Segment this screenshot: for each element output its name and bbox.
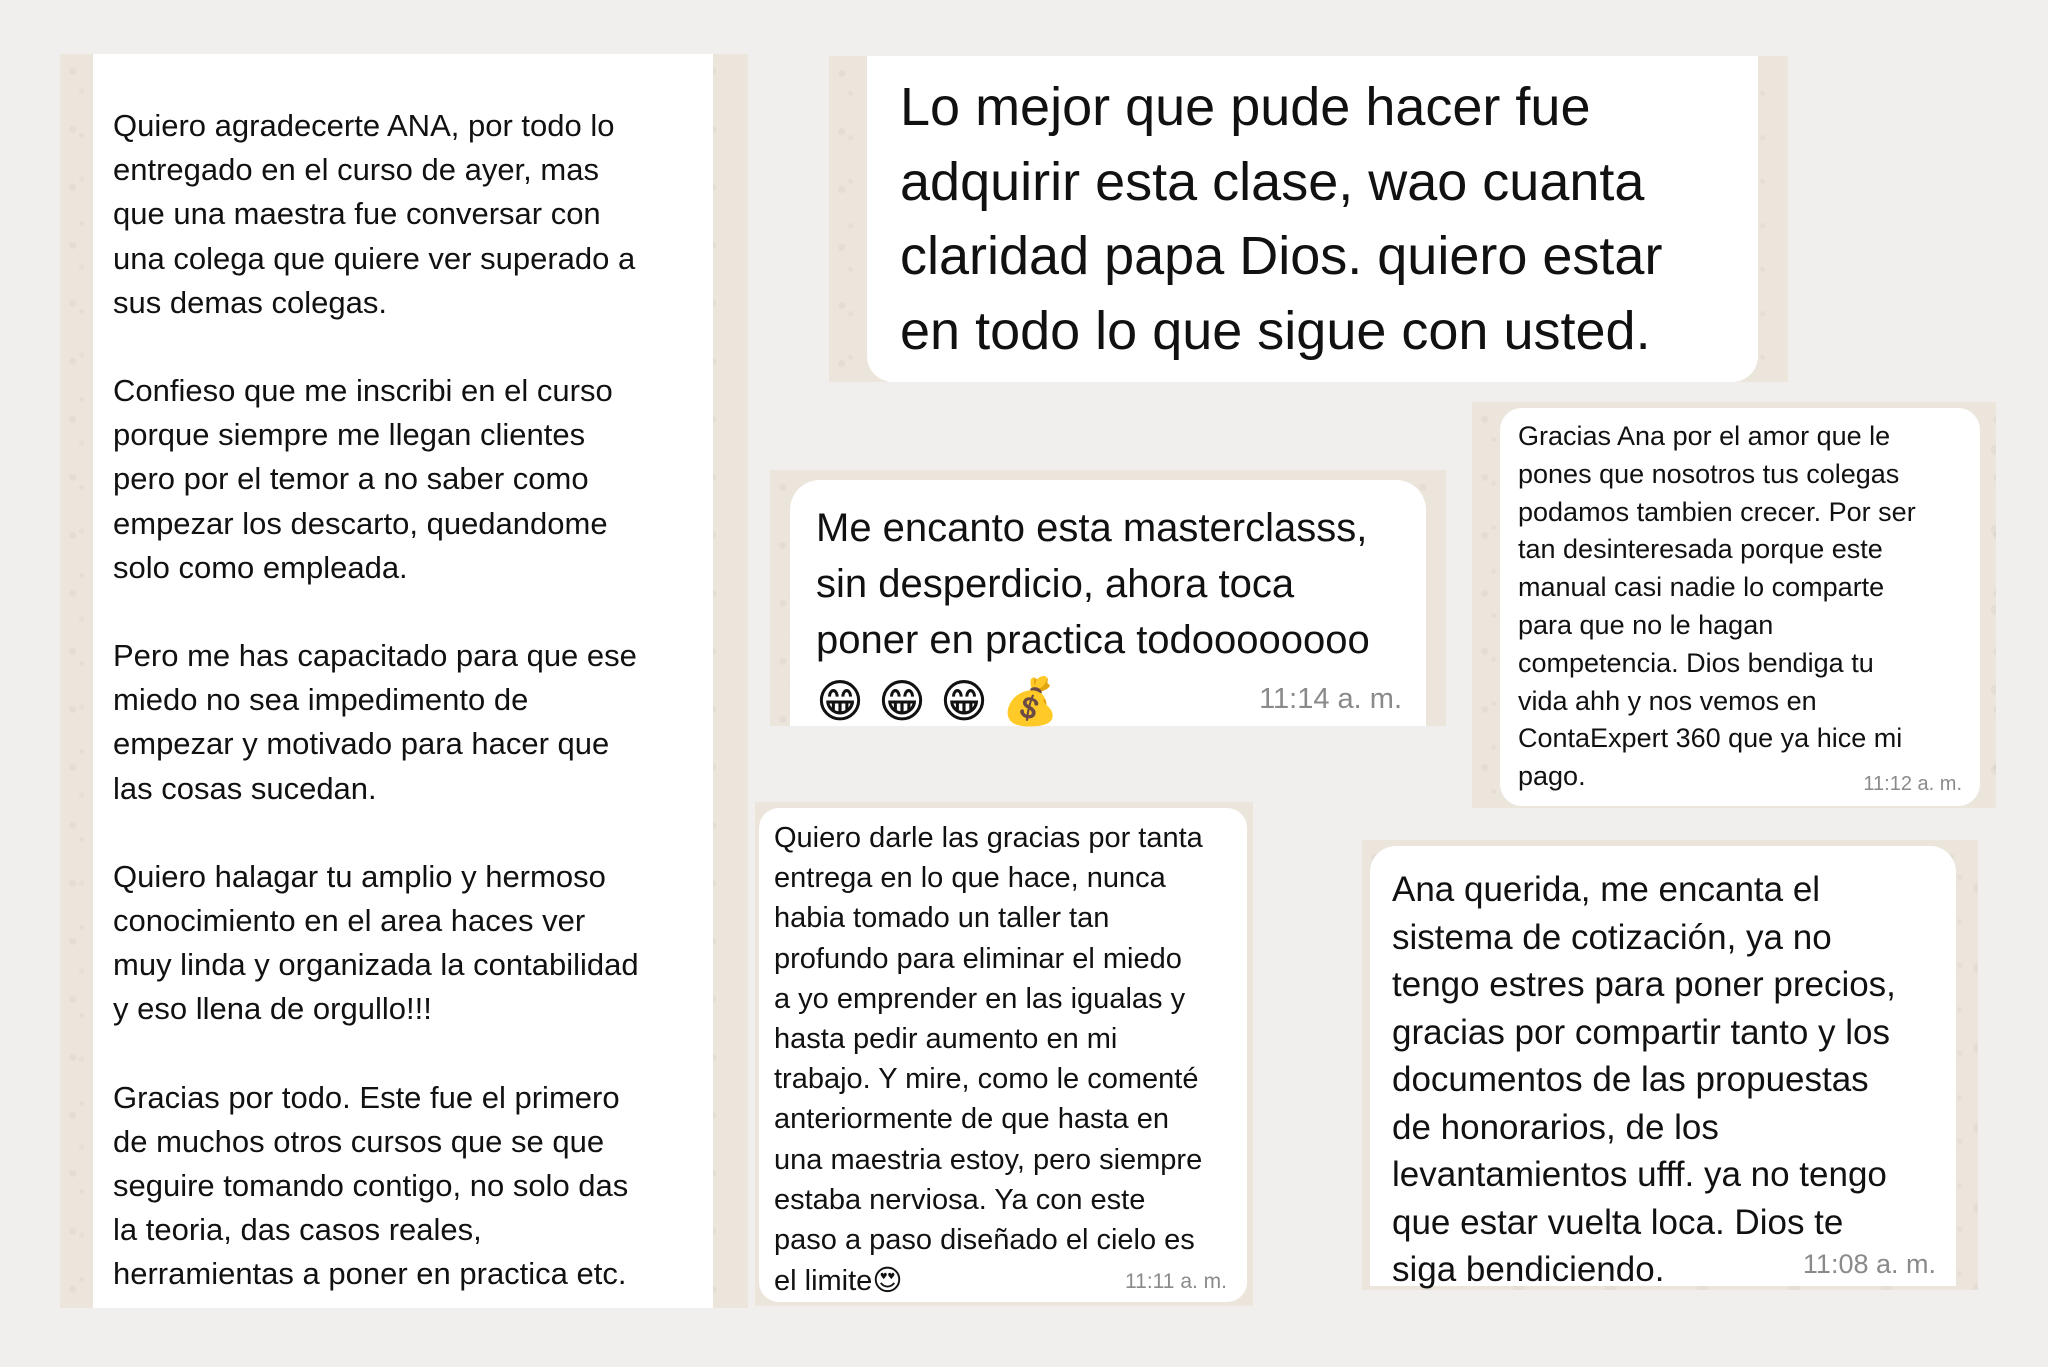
message-paragraph: Confieso que me inscribi en el curso porque siempre me llegan clientes pero por el temor a no saber como empezar los descarto, quedandome solo como empleada.	[113, 373, 613, 585]
grinning-face-icon: 😁	[816, 674, 864, 728]
message-text	[774, 818, 1247, 1301]
grinning-face-icon: 😁	[939, 674, 988, 728]
screenshot-darle-gracias	[755, 802, 1253, 1306]
screenshot-top	[829, 56, 1788, 382]
message-timestamp: 11:12 a. m.	[1863, 773, 1962, 795]
message-bubble-darle-gracias	[759, 808, 1247, 1302]
message-timestamp: 11:11 a. m.	[1125, 1270, 1227, 1293]
message-paragraph: Gracias por todo. Este fue el primero de muchos otros cursos que se que seguire tomando contigo, no solo das la teoria, das casos reales, herramientas a poner en practica etc.	[113, 1079, 629, 1292]
money-bag-icon: 💰	[1001, 674, 1060, 728]
screenshot-left	[60, 54, 748, 1308]
message-bubble-masterclass	[790, 480, 1426, 726]
message-text: Gracias Ana por el amor que le pones que nosotros tus colegas podamos tambien crecer. Por ser tan desinteresada porque este manual casi nadie lo comparte para que no le hagan competencia. Dios bendiga tu vida ahh y nos vemos en ContaExpert 360 que ya hice mi pago.	[1518, 421, 1916, 792]
message-text: Me encanto esta masterclasss, sin desperdicio, ahora toca poner en practica todoooooooo	[816, 506, 1370, 662]
message-timestamp: 11:14 a. m.	[1259, 683, 1402, 715]
message-paragraph: Quiero agradecerte ANA, por todo lo entregado en el curso de ayer, mas que una maestra fue conversar con una colega que quiere ver superado a sus demas colegas.	[113, 108, 636, 320]
screenshot-masterclass	[770, 470, 1446, 726]
message-text-body: Quiero darle las gracias por tanta entrega en lo que hace, nunca habia tomado un taller tan profundo para eliminar el miedo a yo emprender en las igualas y hasta pedir aumento en mi trabajo. Y mire, como le comenté anteriormente de que hasta en una maestria estoy, pero siempre estaba nerviosa. Ya con este paso a paso diseñado el cielo es el limite	[774, 822, 1203, 1298]
message-bubble-left	[93, 54, 713, 1308]
message-bubble-top	[867, 56, 1758, 382]
heart-eyes-icon: 😍	[872, 1263, 903, 1298]
screenshot-ana-querida	[1362, 840, 1978, 1290]
message-bubble-gracias-ana	[1500, 408, 1980, 806]
grinning-face-icon: 😁	[877, 674, 926, 728]
message-timestamp: 11:08 a. m.	[1802, 1249, 1936, 1279]
screenshot-gracias-ana	[1472, 402, 1996, 808]
message-bubble-ana-querida	[1370, 846, 1956, 1289]
message-paragraph: Pero me has capacitado para que ese miedo no sea impedimento de empezar y motivado para hacer que las cosas sucedan.	[113, 638, 637, 806]
message-text: Ana querida, me encanta el sistema de cotización, ya no tengo estres para poner precios, gracias por compartir tanto y los documentos de las propuestas de honorarios, de los levantamientos ufff. ya no tengo que estar vuelta loca. Dios te siga bendiciendo.	[1392, 870, 1896, 1289]
message-text: Lo mejor que pude hacer fue adquirir esta clase, wao cuanta claridad papa Dios. quiero estar en todo lo que sigue con usted.	[900, 77, 1663, 361]
message-paragraph: Quiero halagar tu amplio y hermoso conocimiento en el area haces ver muy linda y organizada la contabilidad y eso llena de orgullo!!!	[113, 858, 639, 1027]
